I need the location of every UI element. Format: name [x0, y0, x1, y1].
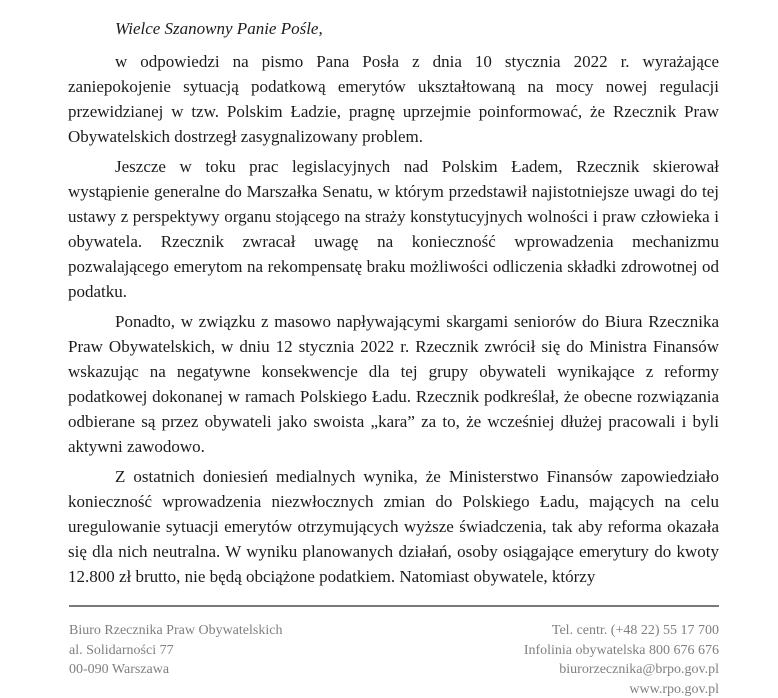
- body-paragraph-3: Ponadto, w związku z masowo napływającymi skargami seniorów do Biura Rzecznika Praw Obywatelskich, w dniu 12 stycznia 2022 r. Rzecznik zwrócił się do Ministra Finansów wskazując na negatywne konsekwencje dla tej grupy obywateli wynikające z reformy podatkowej dokonanej w ramach Polskiego Ładu. Rzecznik podkreślał, że obecne rozwiązania odbierane są przez obywateli jako swoista „kara” za to, że wcześniej dłużej pracowali i byli aktywni zawodowo.: [68, 312, 719, 456]
- footer-contact-block: [524, 621, 719, 698]
- letter-body: [68, 16, 719, 594]
- footer-phone: Tel. centr. (+48 22) 55 17 700: [551, 623, 719, 638]
- footer-website: www.rpo.gov.pl: [629, 681, 719, 697]
- footer-street: al. Solidarności 77: [69, 642, 174, 658]
- letterhead-footer: [69, 605, 719, 698]
- footer-address-block: [69, 621, 282, 680]
- footer-hotline: Infolinia obywatelska 800 676 676: [523, 642, 719, 658]
- footer-email: biurorzecznika@brpo.gov.pl: [559, 662, 719, 677]
- footer-city: 00-090 Warszawa: [69, 662, 170, 677]
- body-paragraph-4: Z ostatnich doniesień medialnych wynika, że Ministerstwo Finansów zapowiedziało konieczność wprowadzenia niezwłocznych zmian do Polskiego Ładu, mających na celu uregulowanie sytuacji emerytów otrzymujących wyższe świadczenia, tak aby reforma okazała się dla nich neutralna. W wyniku planowanych działań, osoby osiągające emerytury do kwoty 12.800 zł brutto, nie będą obciążone podatkiem. Natomiast obywatele, którzy: [68, 467, 719, 586]
- body-paragraph-2: Jeszcze w toku prac legislacyjnych nad Polskim Ładem, Rzecznik skierował wystąpienie generalne do Marszałka Senatu, w którym przedstawił najistotniejsze uwagi do tej ustawy z perspektywy organu stojącego na straży konstytucyjnych wolności i praw człowieka i obywatela. Rzecznik zwracał uwagę na konieczność wprowadzenia mechanizmu pozwalającego emerytom na rekompensatę braku możliwości odliczenia składki zdrowotnej od podatku.: [68, 157, 719, 301]
- footer-org-name: Biuro Rzecznika Praw Obywatelskich: [69, 623, 283, 638]
- body-paragraph-1: w odpowiedzi na pismo Pana Posła z dnia 10 stycznia 2022 r. wyrażające zaniepokojenie sytuacją podatkową emerytów ukształtowaną na mocy nowej regulacji przewidzianej w tzw. Polskim Ładzie, pragnę uprzejmie poinformować, że Rzecznik Praw Obywatelskich dostrzegł zasygnalizowany problem.: [68, 52, 719, 146]
- salutation: Wielce Szanowny Panie Pośle,: [115, 19, 323, 38]
